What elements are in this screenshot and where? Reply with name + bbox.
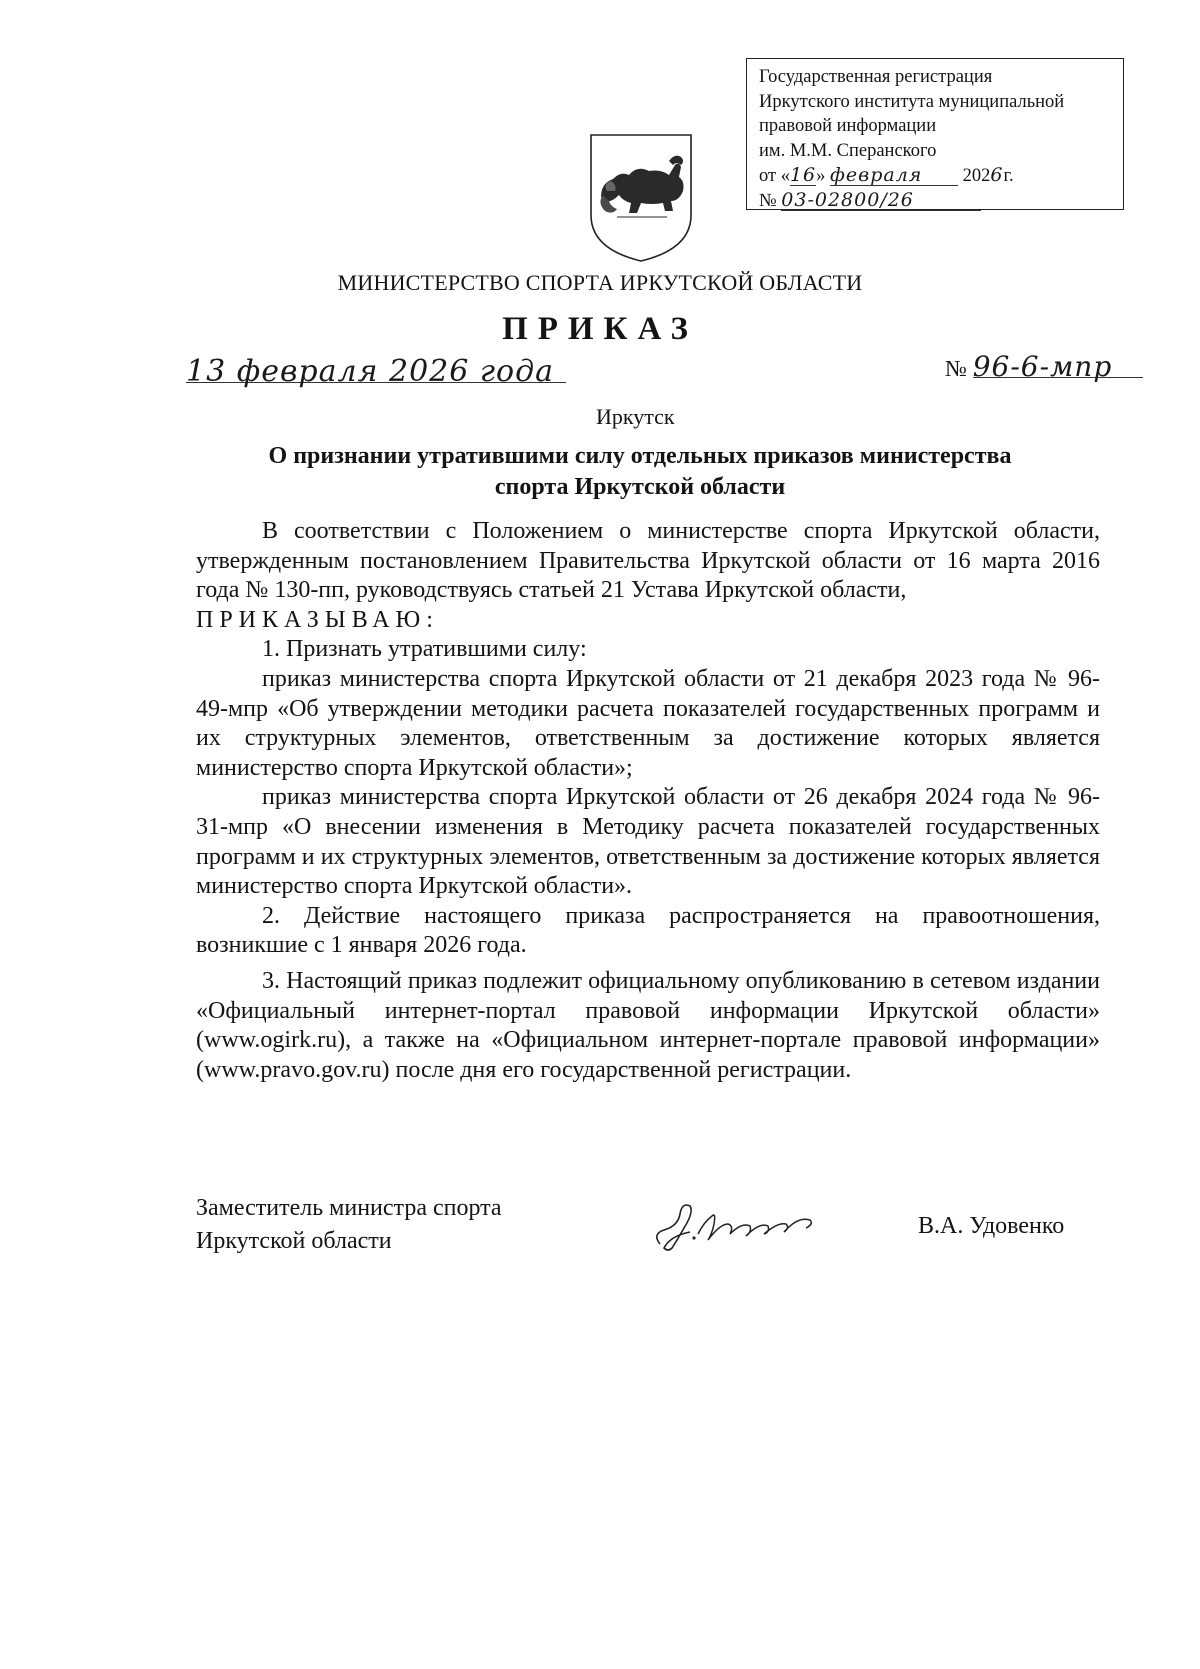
heading-line-2: спорта Иркутской области	[494, 474, 786, 500]
stamp-date-line	[759, 163, 1115, 189]
stamp-line-3: правовой информации	[759, 116, 937, 136]
signer-title-line-2: Иркутской области	[196, 1228, 392, 1254]
stamp-line-1: Государственная регистрация	[759, 67, 993, 87]
stamp-line-4: им. М.М. Сперанского	[759, 140, 937, 161]
signer-title	[196, 1192, 502, 1258]
item-3: 3. Настоящий приказ подлежит официальному опубликованию в сетевом издании «Официальный интернет-портал правовой информации Иркутской области» (www.ogirk.ru), а также на «Официальном интернет-портале правовой информации» (www.pravo.gov.ru) после дня его государственной регистрации.	[196, 967, 1100, 1083]
stamp-date-year-prefix: 202	[962, 166, 991, 186]
signer-name: В.А. Удовенко	[918, 1213, 1065, 1239]
heading-line-1: О признании утратившими силу отдельных приказов министерства	[268, 443, 1012, 469]
stamp-date-year-suffix: 6	[990, 164, 1004, 186]
order-number-label: №	[945, 356, 967, 381]
coat-of-arms-icon	[587, 131, 695, 265]
stamp-number-value: 03-02800/26	[781, 190, 981, 211]
item-1-b: приказ министерства спорта Иркутской области от 26 декабря 2024 года № 96-31-мпр «О внесении изменения в Методику расчета показателей государственных программ и их структурных элементов, ответственным за достижение которых является министерство спорта Иркутской области».	[196, 784, 1100, 900]
stamp-date-prefix: от «	[759, 166, 790, 186]
orders-word: ПРИКАЗЫВАЮ:	[196, 606, 439, 633]
handwritten-signature-icon	[650, 1194, 840, 1256]
city: Иркутск	[596, 404, 675, 429]
registration-stamp	[746, 58, 1124, 210]
order-number-value: 96-6-мпр	[973, 357, 1143, 378]
preamble: В соответствии с Положением о министерстве спорта Иркутской области, утвержденным постановлением Правительства Иркутской области от 16 марта 2016 года № 130-пп, руководствуясь статьей 21 Устава Иркутской области,	[196, 518, 1100, 604]
ministry-name: МИНИСТЕРСТВО СПОРТА ИРКУТСКОЙ ОБЛАСТИ	[337, 270, 863, 295]
stamp-number-line	[759, 189, 1115, 214]
document-heading	[200, 441, 1080, 503]
document-body	[196, 517, 1100, 1085]
item-1: 1. Признать утратившими силу:	[262, 636, 587, 663]
signer-title-line-1: Заместитель министра спорта	[196, 1195, 502, 1221]
stamp-date-suffix: г.	[1003, 166, 1014, 186]
order-date	[186, 354, 566, 389]
item-1-a: приказ министерства спорта Иркутской области от 21 декабря 2023 года № 96-49-мпр «Об утверждении методики расчета показателей государственных программ и их структурных элементов, ответственным за достижение которых является министерство спорта Иркутской области»;	[196, 665, 1100, 781]
item-2: 2. Действие настоящего приказа распространяется на правоотношения, возникшие с 1 января 2026 года.	[196, 902, 1100, 959]
stamp-line-2: Иркутского института муниципальной	[759, 91, 1065, 112]
order-number	[945, 350, 1143, 383]
stamp-date-mid: »	[816, 166, 826, 186]
stamp-date-day: 16	[789, 164, 817, 186]
stamp-date-month: февраля	[830, 165, 958, 186]
stamp-number-label: №	[759, 190, 777, 211]
order-date-value: 13 февраля 2026 года	[186, 362, 566, 383]
order-title: ПРИКАЗ	[502, 311, 698, 347]
